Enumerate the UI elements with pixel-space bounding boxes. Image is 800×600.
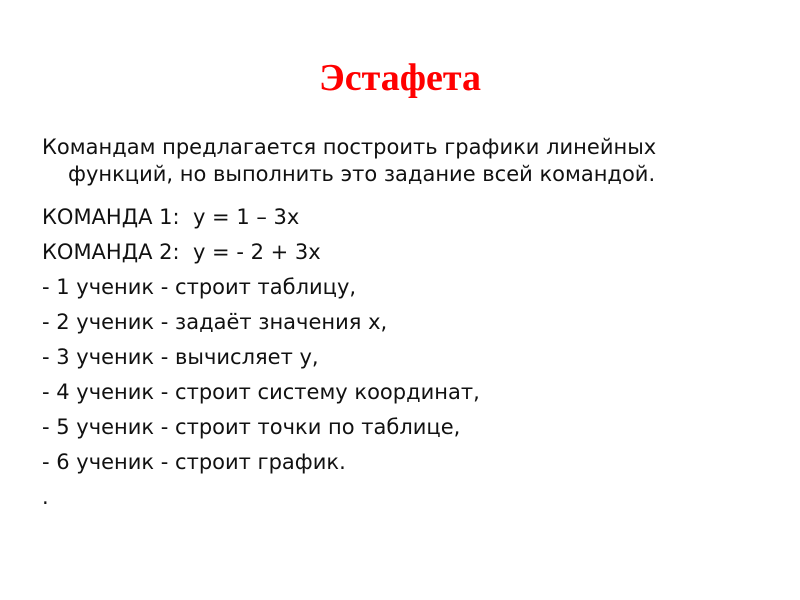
step-item: - 2 ученик - задаёт значения х, <box>42 310 388 334</box>
step-item: - 1 ученик - строит таблицу, <box>42 275 357 299</box>
trailing-dot: . <box>42 485 49 509</box>
slide-body <box>42 134 762 515</box>
intro-paragraph: Командам предлагается построить графики линейных функций, но выполнить это задание всей командой. <box>42 135 657 186</box>
slide-title: Эстафета <box>318 57 482 99</box>
team-2-formula: КОМАНДА 2: у = - 2 + 3х <box>42 240 321 264</box>
step-item: - 3 ученик - вычисляет у, <box>42 345 319 369</box>
step-item: - 6 ученик - строит график. <box>42 450 346 474</box>
step-item: - 5 ученик - строит точки по таблице, <box>42 415 461 439</box>
team-1-formula: КОМАНДА 1: у = 1 – 3х <box>42 205 300 229</box>
step-item: - 4 ученик - строит систему координат, <box>42 380 480 404</box>
